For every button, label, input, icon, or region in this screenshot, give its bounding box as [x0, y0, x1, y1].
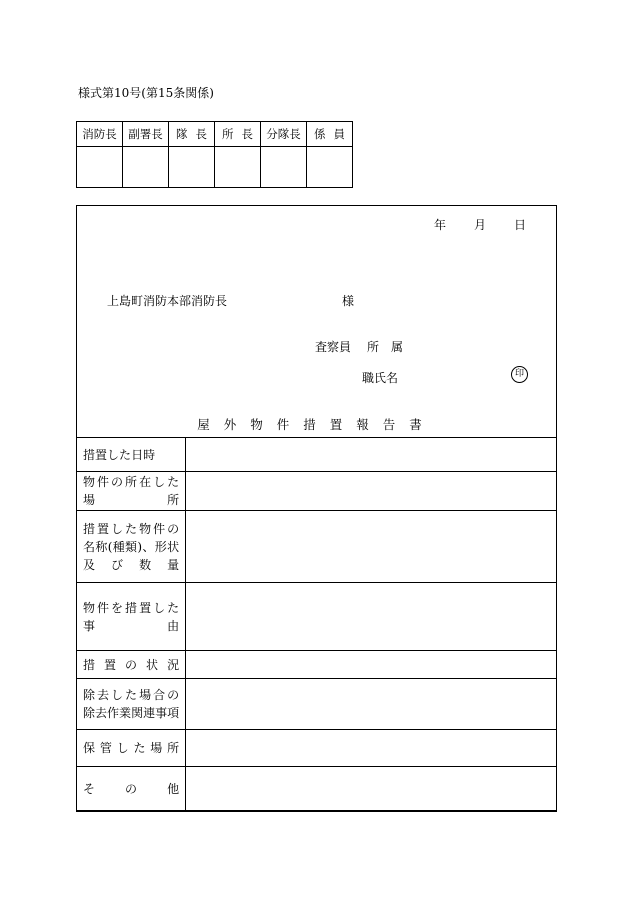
- label-char: 所: [167, 493, 180, 507]
- label-char: 所: [167, 741, 180, 755]
- date-month: 月: [473, 218, 486, 232]
- label-char: し: [111, 688, 124, 702]
- label-char: 場: [139, 688, 152, 702]
- label-char: 置: [97, 521, 110, 536]
- approval-header-squad: 分隊長: [261, 122, 307, 147]
- row-value-storage[interactable]: [186, 730, 557, 767]
- label-char: 日: [131, 447, 144, 462]
- label-char: (: [107, 539, 113, 554]
- label-line: [83, 704, 179, 722]
- date-line: [434, 216, 526, 233]
- label-char: の: [167, 688, 180, 702]
- label-char: 置: [95, 447, 108, 462]
- inspector-affiliation: 所 属: [367, 340, 404, 354]
- label-char: し: [111, 521, 124, 536]
- inspector-title: 査察員: [315, 340, 352, 354]
- date-year: 年: [433, 218, 446, 232]
- label-line: [83, 556, 179, 574]
- inspector-name-label: 職氏名: [362, 371, 399, 385]
- label-char: 物: [139, 521, 152, 536]
- label-char: ): [137, 539, 143, 554]
- approval-header-captain: [169, 122, 215, 147]
- label-char: 所: [125, 475, 138, 489]
- approval-stamp-cell[interactable]: [307, 147, 353, 188]
- label-char: 他: [167, 781, 180, 796]
- approval-table: [76, 121, 353, 188]
- label-char: 置: [104, 657, 117, 672]
- approval-header-chief: 消防長: [77, 122, 123, 147]
- label-char: 種: [112, 539, 125, 554]
- label-char: 件: [153, 521, 166, 536]
- label-char: 事: [155, 706, 168, 720]
- label-char: し: [107, 447, 120, 462]
- approval-stamp-cell[interactable]: [123, 147, 169, 188]
- seal-icon: 印: [511, 366, 528, 383]
- label-char: 合: [153, 688, 166, 702]
- row-label-location: [77, 472, 186, 511]
- label-char: 、: [142, 539, 155, 554]
- header-char: 係: [314, 127, 326, 141]
- label-line: [83, 446, 155, 464]
- label-spread: [83, 446, 179, 464]
- row-label-reason: [77, 583, 186, 651]
- label-line: [83, 780, 179, 798]
- approval-header-station: [215, 122, 261, 147]
- label-char: 類: [125, 539, 138, 554]
- label-char: 措: [83, 521, 96, 536]
- row-value-date[interactable]: [186, 438, 557, 472]
- row-label-removal: [77, 679, 186, 730]
- label-char: の: [125, 781, 138, 796]
- label-line: [83, 491, 179, 509]
- label-char: し: [116, 741, 129, 755]
- label-char: 場: [150, 741, 163, 755]
- label-char: そ: [83, 781, 96, 796]
- header-char: 長: [241, 127, 253, 141]
- label-line: [83, 520, 179, 538]
- label-char: 件: [97, 475, 110, 489]
- row-value-status[interactable]: [186, 651, 557, 679]
- label-char: の: [111, 475, 124, 489]
- row-label-other: [77, 767, 186, 811]
- label-char: 去: [97, 688, 110, 702]
- form-number: 様式第10号(第15条関係): [78, 86, 214, 100]
- date-day: 日: [513, 218, 526, 232]
- label-char: 場: [83, 493, 96, 507]
- label-line: [83, 617, 179, 635]
- label-char: 管: [99, 741, 112, 755]
- label-char: 業: [119, 706, 132, 720]
- approval-stamp-cell[interactable]: [169, 147, 215, 188]
- label-char: 作: [107, 706, 120, 720]
- label-char: し: [153, 475, 166, 489]
- label-line: [83, 739, 179, 757]
- label-char: 件: [97, 600, 110, 615]
- label-char: た: [125, 688, 138, 702]
- label-char: 在: [139, 475, 152, 489]
- approval-stamp-cell[interactable]: [261, 147, 307, 188]
- label-char: 時: [143, 447, 156, 462]
- label-char: た: [167, 600, 180, 615]
- label-char: の: [167, 521, 180, 536]
- header-char: 隊: [176, 127, 188, 141]
- label-line: [83, 473, 179, 491]
- header-text: [169, 126, 214, 142]
- row-value-location[interactable]: [186, 472, 557, 511]
- header-char: 員: [333, 127, 345, 141]
- row-value-other[interactable]: [186, 767, 557, 811]
- label-char: 去: [95, 706, 108, 720]
- label-char: 況: [167, 657, 180, 672]
- row-value-removal[interactable]: [186, 679, 557, 730]
- report-title: 屋外物件措置報告書: [197, 417, 436, 432]
- label-char: 項: [167, 706, 180, 720]
- row-label-storage: [77, 730, 186, 767]
- label-char: 状: [167, 539, 180, 554]
- row-value-reason[interactable]: [186, 583, 557, 651]
- label-char: 措: [125, 600, 138, 615]
- header-char: 長: [195, 127, 207, 141]
- label-char: し: [153, 600, 166, 615]
- label-char: 関: [131, 706, 144, 720]
- approval-header-deputy: 副署長: [123, 122, 169, 147]
- label-char: 及: [83, 557, 96, 572]
- label-char: 連: [143, 706, 156, 720]
- label-char: 由: [167, 618, 180, 633]
- row-value-object[interactable]: [186, 511, 557, 583]
- label-char: 数: [139, 557, 152, 572]
- label-char: 措: [83, 447, 96, 462]
- label-char: 状: [146, 657, 159, 672]
- approval-stamp-cell[interactable]: [215, 147, 261, 188]
- header-char: 所: [222, 127, 234, 141]
- label-char: 形: [154, 539, 167, 554]
- row-label-date: [77, 438, 186, 472]
- inspector-affiliation-line: [315, 338, 419, 355]
- row-label-status: [77, 651, 186, 679]
- row-label-object: [77, 511, 186, 583]
- label-char: 名: [83, 539, 96, 554]
- label-char: を: [111, 600, 124, 615]
- label-line: [83, 599, 179, 617]
- label-char: た: [133, 741, 146, 755]
- report-items-table: [76, 437, 557, 811]
- header-text: [307, 126, 352, 142]
- label-char: た: [167, 475, 180, 489]
- label-char: 除: [83, 706, 96, 720]
- addressee: 上島町消防本部消防長: [107, 294, 228, 308]
- report-form: [76, 205, 557, 812]
- label-char: 称: [95, 539, 108, 554]
- label-line: [83, 538, 179, 556]
- label-line: [83, 686, 179, 704]
- approval-header-staff: [307, 122, 353, 147]
- label-line: [83, 656, 179, 674]
- label-char: び: [111, 557, 124, 572]
- approval-stamp-cell[interactable]: [77, 147, 123, 188]
- label-char: 保: [83, 741, 96, 755]
- label-char: 物: [83, 600, 96, 615]
- label-char: 物: [83, 475, 96, 489]
- label-char: 除: [83, 688, 96, 702]
- label-char: た: [119, 447, 132, 462]
- label-char: の: [125, 657, 138, 672]
- label-char: 量: [167, 557, 180, 572]
- label-char: 置: [139, 600, 152, 615]
- label-char: 措: [83, 657, 96, 672]
- label-char: 事: [83, 618, 96, 633]
- label-char: た: [125, 521, 138, 536]
- honorific: 様: [342, 294, 355, 308]
- header-text: [215, 126, 260, 142]
